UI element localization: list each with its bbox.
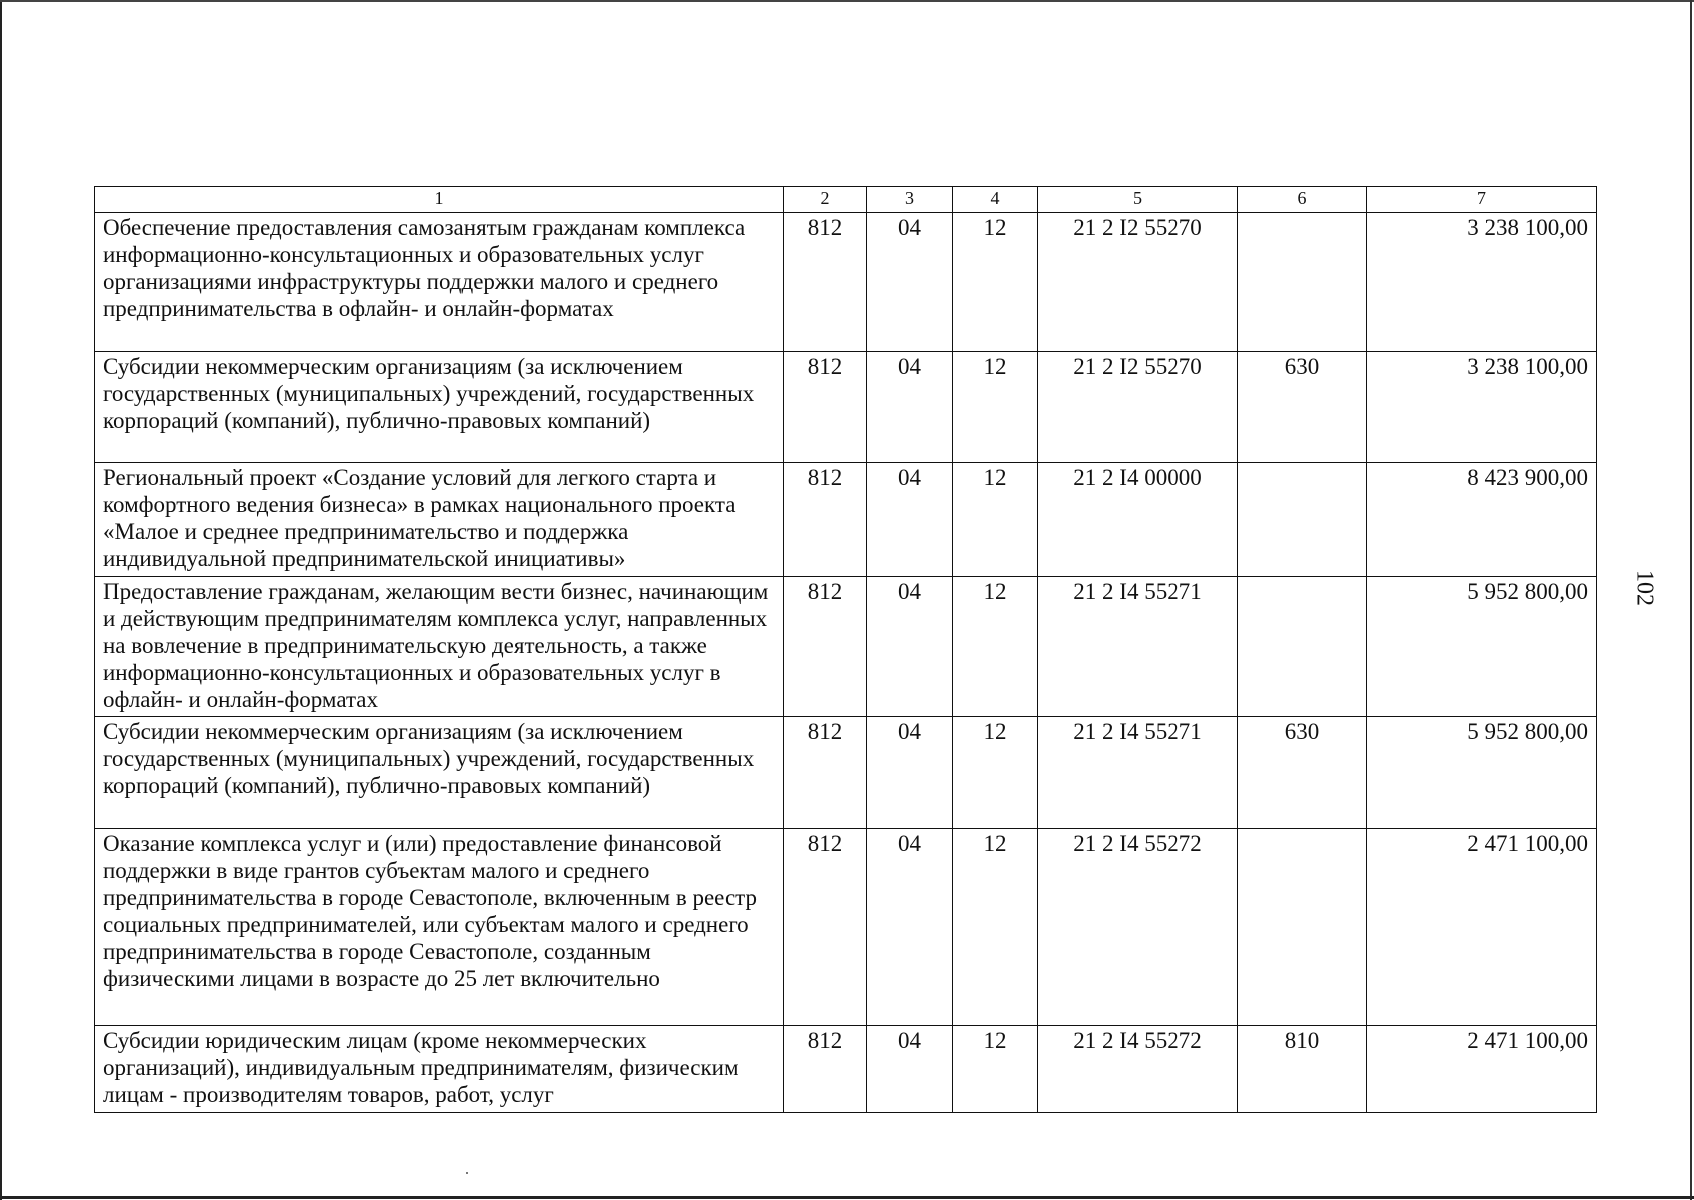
expense-type-code: 630 [1238, 352, 1367, 463]
subsection-code: 12 [953, 716, 1038, 828]
column-header: 2 [784, 187, 867, 213]
column-header: 6 [1238, 187, 1367, 213]
subsection-code: 12 [953, 213, 1038, 352]
target-article-code: 21 2 I4 55271 [1038, 716, 1238, 828]
ministry-code: 812 [784, 716, 867, 828]
scan-border-right [1690, 0, 1692, 1200]
item-name: Субсидии некоммерческим организациям (за исключением государственных (муниципальных) учреждений, государственных корпораций (компаний), публично-правовых компаний) [95, 716, 784, 828]
subsection-code: 12 [953, 577, 1038, 716]
amount: 2 471 100,00 [1367, 828, 1597, 1025]
ministry-code: 812 [784, 1025, 867, 1112]
page-number: 102 [1631, 570, 1658, 606]
column-header: 3 [867, 187, 953, 213]
item-name: Оказание комплекса услуг и (или) предоставление финансовой поддержки в виде грантов субъектам малого и среднего предпринимательства в городе Севастополе, включенным в реестр социальных предпринимателей, или субъектам малого и среднего предпринимательства в городе Севастополе, созданным физическими лицами в возрасте до 25 лет включительно [95, 828, 784, 1025]
section-code: 04 [867, 577, 953, 716]
subsection-code: 12 [953, 1025, 1038, 1112]
ministry-code: 812 [784, 577, 867, 716]
section-code: 04 [867, 352, 953, 463]
subsection-code: 12 [953, 828, 1038, 1025]
target-article-code: 21 2 I4 00000 [1038, 463, 1238, 577]
ministry-code: 812 [784, 352, 867, 463]
expense-type-code [1238, 577, 1367, 716]
target-article-code: 21 2 I2 55270 [1038, 213, 1238, 352]
column-header: 7 [1367, 187, 1597, 213]
column-header: 5 [1038, 187, 1238, 213]
item-name: Субсидии юридическим лицам (кроме некоммерческих организаций), индивидуальным предпринимателям, физическим лицам - производителям товаров, работ, услуг [95, 1025, 784, 1112]
section-code: 04 [867, 463, 953, 577]
table-row [95, 577, 1597, 716]
amount: 2 471 100,00 [1367, 1025, 1597, 1112]
amount: 5 952 800,00 [1367, 577, 1597, 716]
subsection-code: 12 [953, 463, 1038, 577]
column-number-row [95, 187, 1597, 213]
section-code: 04 [867, 213, 953, 352]
amount: 5 952 800,00 [1367, 716, 1597, 828]
budget-table [94, 186, 1597, 1113]
ministry-code: 812 [784, 463, 867, 577]
expense-type-code [1238, 463, 1367, 577]
section-code: 04 [867, 828, 953, 1025]
item-name: Обеспечение предоставления самозанятым гражданам комплекса информационно-консультационных и образовательных услуг организациями инфраструктуры поддержки малого и среднего предпринимательства в офлайн- и онлайн-форматах [95, 213, 784, 352]
scan-artifact [466, 1172, 468, 1174]
item-name: Субсидии некоммерческим организациям (за исключением государственных (муниципальных) учреждений, государственных корпораций (компаний), публично-правовых компаний) [95, 352, 784, 463]
target-article-code: 21 2 I4 55272 [1038, 1025, 1238, 1112]
scan-border-bottom [0, 1196, 1694, 1199]
subsection-code: 12 [953, 352, 1038, 463]
target-article-code: 21 2 I4 55271 [1038, 577, 1238, 716]
expense-type-code [1238, 828, 1367, 1025]
table-row [95, 352, 1597, 463]
expense-type-code [1238, 213, 1367, 352]
table-row [95, 1025, 1597, 1112]
amount: 3 238 100,00 [1367, 352, 1597, 463]
table-row [95, 213, 1597, 352]
amount: 3 238 100,00 [1367, 213, 1597, 352]
table-row [95, 828, 1597, 1025]
item-name: Региональный проект «Создание условий для легкого старта и комфортного ведения бизнеса» в рамках национального проекта «Малое и среднее предпринимательство и поддержка индивидуальной предпринимательской инициативы» [95, 463, 784, 577]
scan-border-left [0, 0, 2, 1200]
ministry-code: 812 [784, 828, 867, 1025]
target-article-code: 21 2 I2 55270 [1038, 352, 1238, 463]
table-row [95, 463, 1597, 577]
expense-type-code: 630 [1238, 716, 1367, 828]
section-code: 04 [867, 716, 953, 828]
column-header: 1 [95, 187, 784, 213]
column-header: 4 [953, 187, 1038, 213]
section-code: 04 [867, 1025, 953, 1112]
target-article-code: 21 2 I4 55272 [1038, 828, 1238, 1025]
table-row [95, 716, 1597, 828]
scan-border-top [0, 0, 1694, 2]
expense-type-code: 810 [1238, 1025, 1367, 1112]
ministry-code: 812 [784, 213, 867, 352]
item-name: Предоставление гражданам, желающим вести бизнес, начинающим и действующим предпринимателям комплекса услуг, направленных на вовлечение в предпринимательскую деятельность, а также информационно-консультационных и образовательных услуг в офлайн- и онлайн-форматах [95, 577, 784, 716]
amount: 8 423 900,00 [1367, 463, 1597, 577]
